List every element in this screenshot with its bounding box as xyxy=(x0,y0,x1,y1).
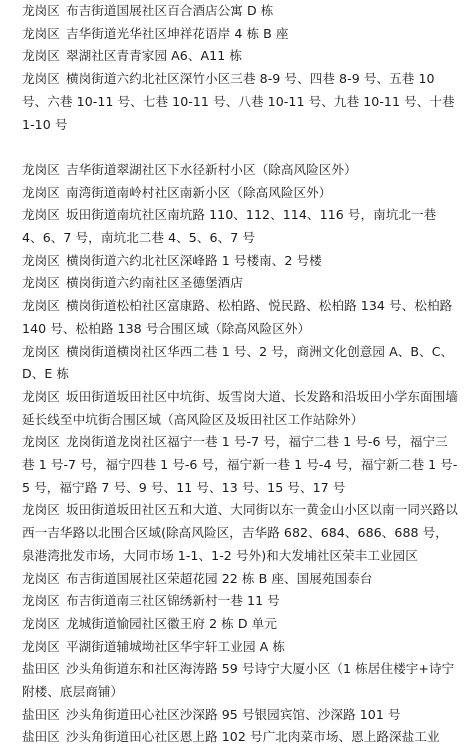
entry-group-2 xyxy=(22,159,460,749)
list-item xyxy=(22,341,460,386)
district-label: 龙岗区 xyxy=(22,434,60,450)
district-label: 龙岗区 xyxy=(22,161,60,177)
district-label: 龙岗区 xyxy=(22,502,60,518)
list-item xyxy=(22,0,460,23)
list-item xyxy=(22,182,460,205)
list-item xyxy=(22,590,460,613)
district-label: 盐田区 xyxy=(22,706,60,722)
list-item xyxy=(22,68,460,136)
address-text: 横岗街道六约南社区圣德堡酒店 xyxy=(65,275,243,291)
address-text: 平湖街道辅城坳社区华宇轩工业园 A 栋 xyxy=(65,638,286,654)
address-text: 翠湖社区青青家园 A6、A11 栋 xyxy=(65,48,242,64)
address-text: 沙头角街道东和社区海涛路 59 号诗宁大厦小区（1 栋居住楼宇+诗宁附楼、底层商铺） xyxy=(22,661,455,700)
district-label: 盐田区 xyxy=(22,661,60,677)
address-text: 横岗街道六约北社区深峰路 1 号楼南、2 号楼 xyxy=(65,252,322,268)
list-item xyxy=(22,45,460,68)
district-label: 龙岗区 xyxy=(22,343,60,359)
list-item xyxy=(22,636,460,659)
list-item xyxy=(22,658,460,703)
address-text: 龙城街道愉园社区徽王府 2 栋 D 单元 xyxy=(65,615,277,631)
address-text: 沙头角街道田心社区恩上路 102 号广北肉菜市场、恩上路深盐工业 xyxy=(65,729,440,745)
address-text: 布吉街道国展社区荣超花园 22 栋 B 座、国展苑国泰台 xyxy=(65,570,373,586)
district-label: 龙岗区 xyxy=(22,184,60,200)
address-text: 布吉街道国展社区百合酒店公寓 D 栋 xyxy=(65,3,274,18)
list-item xyxy=(22,386,460,431)
district-label: 龙岗区 xyxy=(22,71,60,87)
district-label: 龙岗区 xyxy=(22,252,60,268)
address-text: 吉华街道翠湖社区下水径新村小区（除高风险区外） xyxy=(65,161,357,177)
district-label: 龙岗区 xyxy=(22,570,60,586)
document-body xyxy=(22,0,460,749)
address-text: 沙头角街道田心社区沙深路 95 号银园宾馆、沙深路 101 号 xyxy=(65,706,401,722)
list-item xyxy=(22,704,460,727)
list-item xyxy=(22,431,460,499)
district-label: 龙岗区 xyxy=(22,615,60,631)
list-item xyxy=(22,204,460,249)
district-label: 龙岗区 xyxy=(22,48,60,64)
address-text: 横岗街道六约北社区深竹小区三巷 8-9 号、四巷 8-9 号、五巷 10 号、六巷 10-11 号、七巷 10-11 号、八巷 10-11 号、九巷 10-11 号、十巷 1-10 号 xyxy=(22,71,455,132)
paragraph-gap xyxy=(22,136,460,159)
list-item xyxy=(22,613,460,636)
district-label: 龙岗区 xyxy=(22,298,60,314)
address-text: 横岗街道横岗社区华西二巷 1 号、2 号，商洲文化创意园 A、B、C、D、E 栋 xyxy=(22,343,454,382)
address-text: 坂田街道坂田社区五和大道、大同街以东一黄金山小区以南一同兴路以西一吉华路以北围合区域(除高风险区，吉华路 682、684、686、688 号，泉港湾批发市场，大同市场 1-1、1-2 号外)和大发埔社区荣丰工业园区 xyxy=(22,502,458,563)
district-label: 龙岗区 xyxy=(22,207,60,223)
district-label: 龙岗区 xyxy=(22,638,60,654)
district-label: 盐田区 xyxy=(22,729,60,745)
list-item xyxy=(22,250,460,273)
address-text: 南湾街道南岭村社区南新小区（除高风险区外） xyxy=(65,184,332,200)
list-item xyxy=(22,499,460,567)
district-label: 龙岗区 xyxy=(22,3,60,18)
entry-group-1 xyxy=(22,0,460,136)
district-label: 龙岗区 xyxy=(22,275,60,291)
list-item xyxy=(22,295,460,340)
district-label: 龙岗区 xyxy=(22,25,60,41)
list-item xyxy=(22,23,460,46)
district-label: 龙岗区 xyxy=(22,593,60,609)
district-label: 龙岗区 xyxy=(22,388,60,404)
address-text: 吉华街道光华社区坤祥花语岸 4 栋 B 座 xyxy=(65,25,289,41)
address-text: 坂田街道坂田社区中坑街、坂雪岗大道、长发路和沿坂田小学东面围墙延长线至中坑街合围区域（高风险区及坂田社区工作站除外） xyxy=(22,388,458,427)
address-text: 坂田街道南坑社区南坑路 110、112、114、116 号，南坑北一巷 4、6、7 号，南坑北二巷 4、5、6、7 号 xyxy=(22,207,437,246)
address-text: 龙岗街道龙岗社区福宁一巷 1 号-7 号，福宁二巷 1 号-6 号，福宁三巷 1 号-7 号，福宁四巷 1 号-6 号，福宁新一巷 1 号-4 号，福宁新二巷 1 号-5 号，福宁路 7 号、9 号、11 号、13 号、15 号、17 号 xyxy=(22,434,458,495)
address-text: 布吉街道南三社区锦绣新村一巷 11 号 xyxy=(65,593,280,609)
address-text: 横岗街道松柏社区富康路、松柏路、悦民路、松柏路 134 号、松柏路 140 号、松柏路 138 号合围区域（除高风险区外） xyxy=(22,298,453,336)
list-item xyxy=(22,272,460,295)
list-item xyxy=(22,568,460,591)
list-item xyxy=(22,159,460,182)
